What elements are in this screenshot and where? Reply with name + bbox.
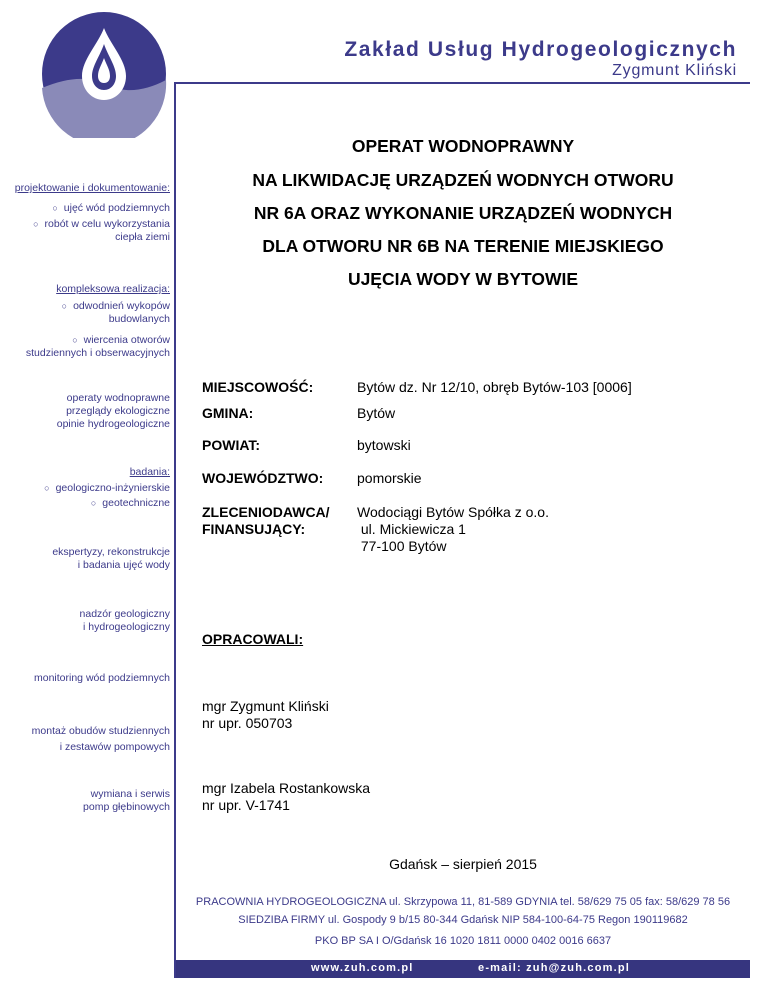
- gmina-label: GMINA:: [202, 405, 254, 421]
- sidebar-heading: badania:: [129, 466, 170, 478]
- document-subtitle-line: DLA OTWORU NR 6B NA TERENIE MIEJSKIEGO: [262, 236, 664, 256]
- sidebar-item: operaty wodnoprawne: [66, 392, 170, 404]
- powiat-label: POWIAT:: [202, 437, 261, 453]
- powiat-value: bytowski: [357, 437, 411, 453]
- sidebar-group-design: [0, 182, 170, 244]
- website-link[interactable]: www.zuh.com.pl: [311, 962, 414, 974]
- document-subtitle-line: NR 6A ORAZ WYKONANIE URZĄDZEŃ WODNYCH: [253, 203, 673, 223]
- sidebar-item: ciepła ziemi: [115, 231, 170, 243]
- sidebar-item: geotechniczne: [102, 497, 170, 509]
- author-name: mgr Izabela Rostankowska: [202, 780, 371, 796]
- document-subtitle-line: UJĘCIA WODY W BYTOWIE: [347, 269, 579, 289]
- miejscowosc-label: MIEJSCOWOŚĆ:: [202, 379, 314, 395]
- footer-office-address: PRACOWNIA HYDROGEOLOGICZNA ul. Skrzypowa 11, 81-589 GDYNIA tel. 58/629 75 05 fax: 58/629 78 56: [195, 896, 731, 908]
- authors-heading: OPRACOWALI:: [202, 631, 304, 647]
- sidebar-item: geologiczno-inżynierskie: [55, 482, 170, 494]
- bullet-icon: [33, 218, 44, 230]
- author-2: [202, 780, 370, 814]
- bullet-icon: [44, 482, 55, 494]
- footer-contact-bar: [176, 960, 750, 978]
- footer-bank-account: PKO BP SA I O/Gdańsk 16 1020 1811 0000 0402 0016 6637: [314, 935, 612, 947]
- sidebar-item: studziennych i obserwacyjnych: [25, 347, 170, 359]
- zleceniodawca-label-line: FINANSUJĄCY:: [202, 521, 306, 537]
- sidebar-item: i hydrogeologiczny: [83, 621, 170, 633]
- place-date: Gdańsk – sierpień 2015: [389, 856, 537, 872]
- author-1: [202, 698, 329, 732]
- author-license: nr upr. V-1741: [202, 797, 290, 813]
- company-owner: Zygmunt Kliński: [612, 62, 737, 79]
- sidebar-item: monitoring wód podziemnych: [34, 672, 170, 684]
- bullet-icon: [72, 334, 83, 346]
- sidebar-group-installation: [0, 725, 170, 754]
- zleceniodawca-label: [202, 504, 330, 538]
- footer-company-address: SIEDZIBA FIRMY ul. Gospody 9 b/15 80-344 Gdańsk NIP 584-100-64-75 Regon 190119682: [238, 914, 688, 926]
- sidebar-group-expertise: [0, 546, 170, 572]
- client-name: Wodociągi Bytów Spółka z o.o.: [357, 504, 549, 520]
- sidebar-item: odwodnień wykopów: [73, 300, 170, 312]
- company-name: Zakład Usług Hydrogeologicznych: [344, 38, 737, 61]
- sidebar-item: montaż obudów studziennych: [31, 725, 170, 737]
- sidebar-item: przeglądy ekologiczne: [66, 405, 170, 417]
- sidebar-heading: projektowanie i dokumentowanie:: [14, 182, 170, 194]
- sidebar-group-supervision: [0, 608, 170, 634]
- author-license: nr upr. 050703: [202, 715, 293, 731]
- header-divider: [174, 82, 750, 84]
- bullet-icon: [52, 202, 63, 214]
- sidebar-heading: kompleksowa realizacja:: [56, 283, 170, 295]
- zleceniodawca-label-line: ZLECENIODAWCA/: [202, 504, 330, 520]
- client-street: ul. Mickiewicza 1: [357, 521, 466, 537]
- sidebar-item: nadzór geologiczny: [79, 608, 170, 620]
- client-city: 77-100 Bytów: [357, 538, 447, 554]
- miejscowosc-value: Bytów dz. Nr 12/10, obręb Bytów-103 [0006]: [357, 379, 632, 395]
- document-title: OPERAT WODNOPRAWNY: [351, 136, 575, 156]
- gmina-value: Bytów: [357, 405, 396, 421]
- document-subtitle-line: NA LIKWIDACJĘ URZĄDZEŃ WODNYCH OTWORU: [252, 170, 674, 190]
- sidebar-item: robót w celu wykorzystania: [44, 218, 170, 230]
- sidebar-group-realization: [0, 283, 170, 360]
- bullet-icon: [91, 497, 102, 509]
- sidebar-group-research: [0, 466, 170, 510]
- sidebar-item: i zestawów pompowych: [59, 741, 170, 753]
- email-link[interactable]: e-mail: zuh@zuh.com.pl: [478, 962, 631, 974]
- sidebar-item: wiercenia otworów: [83, 334, 170, 346]
- zleceniodawca-value: [357, 504, 549, 555]
- sidebar-item: ekspertyzy, rekonstrukcje: [52, 546, 170, 558]
- sidebar-item: opinie hydrogeologiczne: [56, 418, 170, 430]
- bullet-icon: [62, 300, 73, 312]
- sidebar-item: pomp głębinowych: [83, 801, 170, 813]
- wojewodztwo-label: WOJEWÓDZTWO:: [202, 470, 324, 486]
- sidebar-item: budowlanych: [108, 313, 170, 325]
- sidebar-item: ujęć wód podziemnych: [63, 202, 170, 214]
- wojewodztwo-value: pomorskie: [357, 470, 422, 486]
- sidebar-item: i badania ujęć wody: [77, 559, 170, 571]
- sidebar-group-service: [0, 788, 170, 814]
- sidebar-group-monitoring: [0, 672, 170, 685]
- author-name: mgr Zygmunt Kliński: [202, 698, 329, 714]
- sidebar-group-operaty: [0, 392, 170, 431]
- sidebar-item: wymiana i serwis: [90, 788, 170, 800]
